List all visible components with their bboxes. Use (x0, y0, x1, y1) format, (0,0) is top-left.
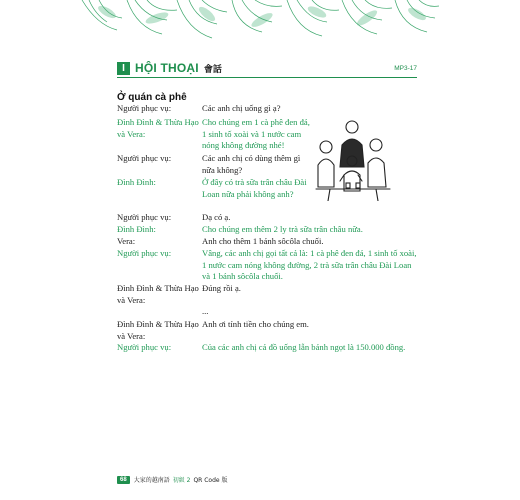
page-number: 68 (117, 476, 130, 484)
book-level: 初級 2 (172, 477, 191, 484)
speaker: Đình Đình & Thừa Hạo và Vera: (117, 319, 199, 341)
utterance: Cho chúng em 1 cà phê đen đá, 1 sinh tố xoài và 1 nước cam nóng không đường nhé! (202, 117, 310, 150)
dialogue-line (117, 236, 417, 248)
speaker: Người phục vụ: (117, 342, 172, 352)
utterance: Của các anh chị cả đồ uống lẫn bánh ngọt là 150.000 đồng. (202, 342, 406, 352)
dialogue-line (117, 248, 417, 283)
leaf-pattern-banner (77, 0, 439, 46)
dialogue-line (117, 342, 417, 354)
utterance: Ở đây có trà sữa trân châu Đài Loan nữa phải không anh? (202, 177, 307, 199)
utterance: Các anh chị có dùng thêm gì nữa không? (202, 153, 301, 175)
cafe-group-illustration (312, 117, 394, 201)
speaker: Đình Đình & Thừa Hạo và Vera: (117, 117, 199, 139)
section-header (117, 60, 417, 76)
utterance: ... (202, 306, 209, 316)
utterance: Đúng rồi ạ. (202, 283, 241, 293)
speaker: Đình Đình: (117, 177, 156, 187)
speaker: Người phục vụ: (117, 153, 172, 163)
dialogue-line (117, 103, 417, 115)
speaker: Đình Đình & Thừa Hạo và Vera: (117, 283, 199, 305)
speaker: Vera: (117, 236, 136, 246)
section-title: HỘI THOẠI (135, 61, 199, 75)
section-divider (117, 77, 417, 78)
dialogue-line (117, 306, 417, 318)
utterance: Dạ có ạ. (202, 212, 231, 222)
dialogue-line (117, 224, 417, 236)
dialogue-line (117, 212, 417, 224)
dialogue-line (117, 283, 417, 306)
speaker (117, 306, 202, 318)
speaker: Người phục vụ: (117, 212, 172, 222)
book-edition: QR Code 版 (193, 477, 228, 484)
audio-track-label[interactable]: MP3-17 (394, 64, 417, 72)
utterance: Anh ơi tính tiền cho chúng em. (202, 319, 309, 329)
section-number: I (117, 62, 130, 75)
scene-title: Ở quán cà phê (117, 92, 187, 103)
utterance: Vâng, các anh chị gọi tất cả là: 1 cà phê đen đá, 1 sinh tố xoài, 1 nước cam nóng không đường, 2 trà sữa trân châu Đài Loan và 1 bánh sôcôla chuối. (202, 248, 417, 281)
speaker: Người phục vụ: (117, 103, 172, 113)
book-title: 大家的越南語 (133, 477, 170, 484)
utterance: Cho chúng em thêm 2 ly trà sữa trân châu nữa. (202, 224, 363, 234)
dialogue-line (117, 319, 417, 342)
speaker: Đình Đình: (117, 224, 156, 234)
utterance: Anh cho thêm 1 bánh sôcôla chuối. (202, 236, 324, 246)
speaker: Người phục vụ: (117, 248, 172, 258)
utterance: Các anh chị uống gì ạ? (202, 103, 281, 113)
section-title-jp: 會話 (203, 64, 222, 75)
book-page (77, 0, 439, 500)
page-footer (117, 475, 228, 484)
